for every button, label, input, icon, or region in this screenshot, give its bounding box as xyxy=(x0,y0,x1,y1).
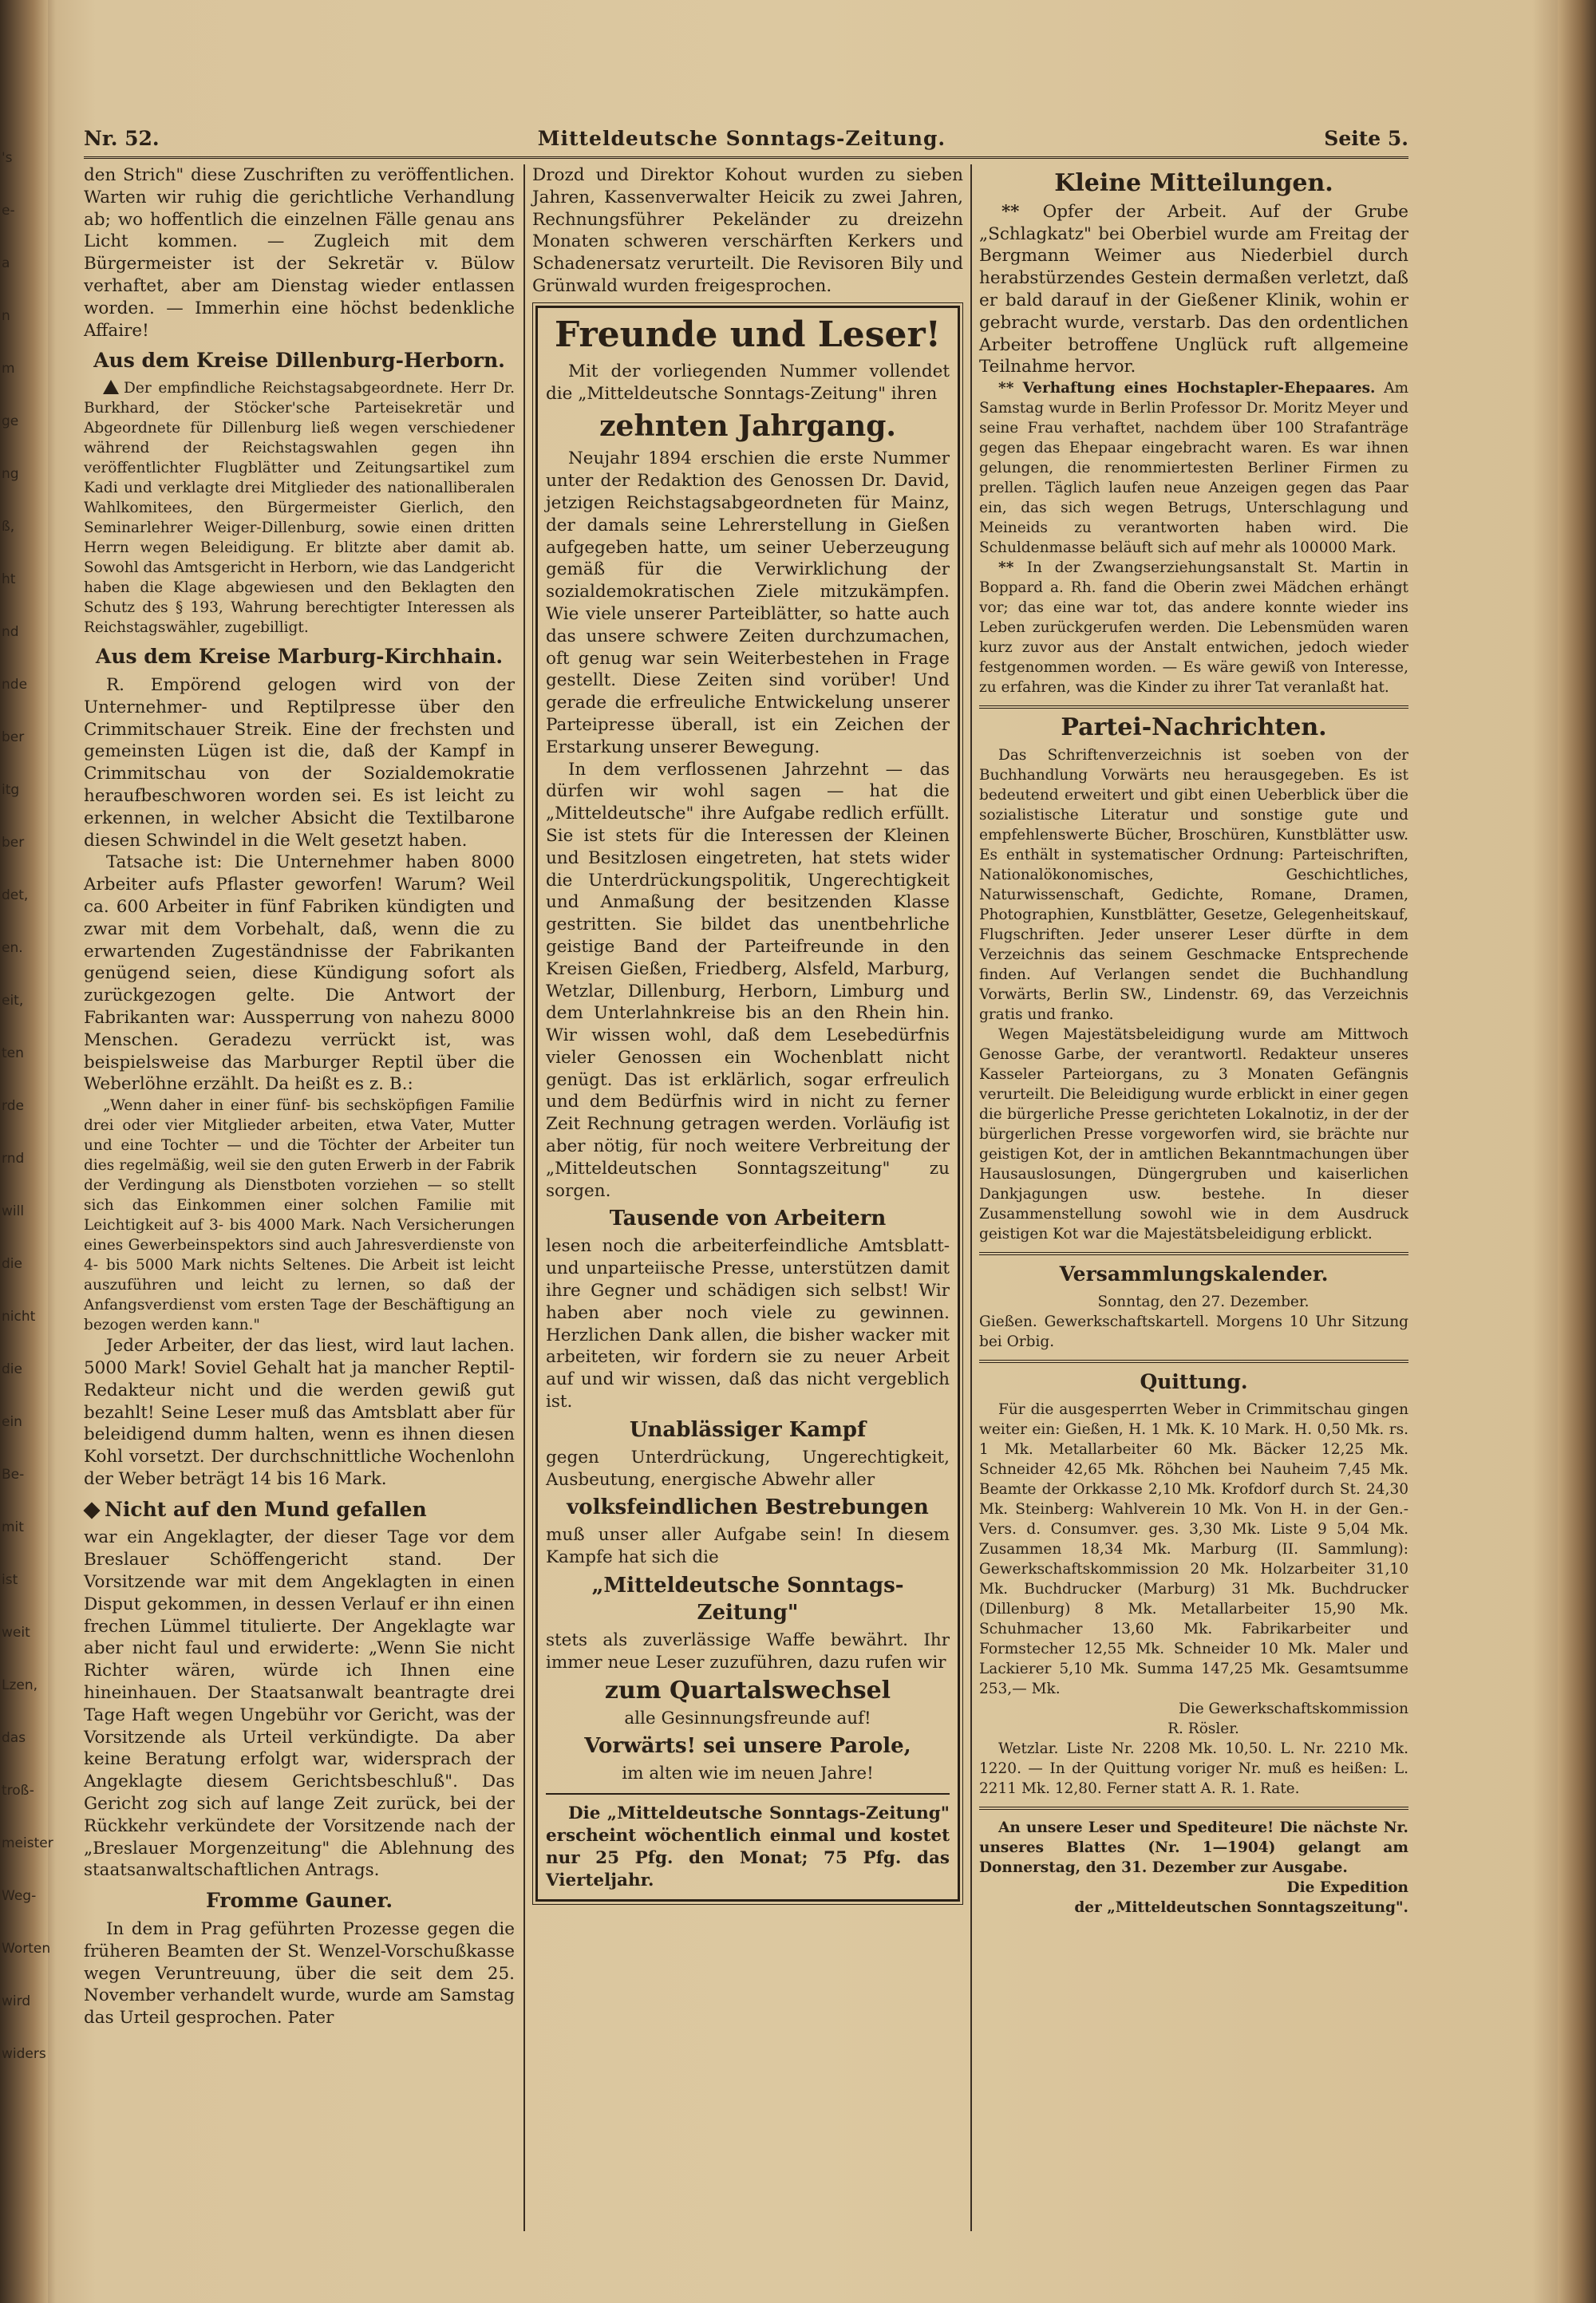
article-paragraph: Tatsache ist: Die Unternehmer haben 8000 Arbeiter aufs Pflaster geworfen! Warum? Weil ca. 600 Arbeiter in fünf Fabriken kündigten und zwar mit dem Vorbehalt, daß, wenn die zu erwartenden Zugeständnisse der Fabrikanten genügend seien, diese Kündigung sofort als zurückgezogen gelte. Die Antwort der Fabrikanten war: Aussperrung von nahezu 8000 Menschen. Geradezu verrückt ist, was beispielsweise das Marburger Reptil über die Weberlöhne erzählt. Da heißt es z. B.: xyxy=(84,852,515,1095)
announcement-subheading: zum Quartalswechsel xyxy=(604,1676,891,1705)
previous-page-fragment: ß, xyxy=(2,519,15,535)
previous-page-fragment: Be- xyxy=(2,1467,25,1483)
newspaper-title: Mitteldeutsche Sonntags-Zeitung. xyxy=(537,126,946,150)
column-rule-2 xyxy=(970,164,972,2231)
previous-page-fragment: die xyxy=(2,1361,22,1377)
previous-page-fragment: rde xyxy=(2,1098,24,1114)
previous-page-fragment: itg xyxy=(2,782,20,798)
previous-page-fragment: en. xyxy=(2,940,23,956)
previous-page-fragment: nicht xyxy=(2,1309,36,1325)
announcement-subheading: volksfeindlichen Bestrebungen xyxy=(567,1495,929,1520)
section-heading: Kleine Mitteilungen. xyxy=(1054,169,1333,197)
announcement-paragraph: lesen noch die arbeiterfeindliche Amtsblatt- und unparteiische Presse, unterstützen damit ihre Gegner und schädigen sich selbst! Wir haben aber noch viele zu gewinnen. Herzlichen Dank allen, die bisher wacker mit arbeiteten, wir fordern sie zu neuer Arbeit auf und wir wissen, daß das nicht vergeblich ist. xyxy=(546,1236,950,1412)
divider xyxy=(979,1360,1408,1363)
stars-icon: ** xyxy=(998,380,1023,397)
previous-page-fragment: will xyxy=(2,1203,25,1219)
stars-icon: ** xyxy=(1001,201,1043,222)
previous-page-fragment: ht xyxy=(2,571,16,587)
announcement-subheading: Tausende von Arbeitern xyxy=(609,1207,887,1231)
announcement-box xyxy=(535,306,960,1902)
announcement-paragraph: In dem verflossenen Jahrzehnt — das dürfen wir wohl sagen — hat die „Mitteldeutsche" ihre Aufgabe redlich erfüllt. Sie ist stets für die Interessen der Kleinen und Besitzlosen eingetreten, hat stets wider die Unterdrückungspolitik, Ungerechtigkeit und Anmaßung der besitzenden Klasse gestritten. Sie bildet das unentbehrliche geistige Band der Parteifreunde in den Kreisen Gießen, Friedberg, Alsfeld, Marburg, Wetzlar, Dillenburg, Herborn, Limburg und dem Unterlahnkreise bis an den Rhein hin. Wir wissen wohl, daß dem Lesebedürfnis vieler Genossen ein Wochenblatt nicht genügt. Das ist erklärlich, sogar erfreulich und dem Bedürfnis wird in nicht zu ferner Zeit Rechnung getragen werden. Vorläufig ist aber nötig, für noch weitere Verbreitung der „Mitteldeutschen Sonntagszeitung" zu sorgen. xyxy=(546,759,950,1201)
article-paragraph: Drozd und Direktor Kohout wurden zu sieben Jahren, Kassenverwalter Heicik zu zwei Jahren, Rechnungsführer Pekeländer zu dreizehn Monaten schweren verschärften Kerkers und Schadenersatz verurteilt. Die Revisoren Bily und Grünwald wurden freigesprochen. xyxy=(532,165,963,296)
page-right-edge xyxy=(1558,0,1596,2303)
signature: der „Mitteldeutschen Sonntagszeitung". xyxy=(1074,1898,1408,1916)
receipt-paragraph: Wetzlar. Liste Nr. 2208 Mk. 10,50. L. Nr. 2210 Mk. 1220. — In der Quittung voriger Nr. muß es heißen: L. 2211 Mk. 12,80. Ferner statt A. R. 1. Rate. xyxy=(979,1740,1408,1797)
announcement-subheading: „Mitteldeutsche Sonntags-Zeitung" xyxy=(591,1574,904,1626)
announcement-paragraph: gegen Unterdrückung, Ungerechtigkeit, Ausbeutung, energische Abwehr aller xyxy=(546,1447,950,1490)
previous-page-fragment: ng xyxy=(2,466,19,482)
divider xyxy=(979,705,1408,709)
previous-page-fragment: eit, xyxy=(2,993,24,1009)
previous-page-fragment: 's xyxy=(2,150,13,166)
article-paragraph: ** Verhaftung eines Hochstapler-Ehepaares. Am Samstag wurde in Berlin Professor Dr. Moritz Meyer und seine Frau verhaftet, nachdem über 100 Strafanträge gegen das Ehepaar eingebracht waren. Es war ihnen gelungen, die renommiertesten Berliner Firmen zu prellen. Täglich laufen neue Anzeigen gegen das Paar ein, das sich wegen Betrugs, Unterschlagung und Meineids zu verantworten haben wird. Die Schuldenmasse beläuft sich auf mehr als 100000 Mark. xyxy=(979,380,1408,557)
announcement-paragraph: muß unser aller Aufgabe sein! In diesem Kampfe hat sich die xyxy=(546,1525,950,1568)
section-heading: Aus dem Kreise Dillenburg-Herborn. xyxy=(93,349,505,373)
announcement-paragraph: im alten wie im neuen Jahre! xyxy=(622,1764,874,1784)
previous-page-fragment: rnd xyxy=(2,1151,25,1167)
previous-page-fragment: widers xyxy=(2,2046,46,2062)
signature: R. Rösler. xyxy=(1167,1720,1239,1737)
article-paragraph: Das Schriftenverzeichnis ist soeben von der Buchhandlung Vorwärts neu herausgegeben. Es ist bedeutend erweitert und gibt einen Ueberblick über die sozialistische Literatur und sonstige gute und empfehlenswerte Bücher, Broschüren, Kunstblätter usw. Es enthält in systematischer Ordnung: Parteischriften, Nationalökonomisches, Geschichtliches, Naturwissenschaft, Gedichte, Romane, Dramen, Photographien, Kunstblätter, Gesetze, Gelegenheitskauf, Flugschriften. Jeder unserer Leser dürfte in dem Verzeichnis das seinem Geschmacke Entsprechende finden. Auf Verlangen sendet die Buchhandlung Vorwärts, Berlin SW., Lindenstr. 69, das Verzeichnis gratis und franko. xyxy=(979,746,1408,1023)
section-heading: Versammlungskalender. xyxy=(1059,1262,1329,1286)
section-heading: Partei-Nachrichten. xyxy=(1061,713,1327,742)
newspaper-page xyxy=(84,120,1408,2242)
article-paragraph: In dem in Prag geführten Prozesse gegen die früheren Beamten der St. Wenzel-Vorschußkasse wegen Veruntreuung, über die seit dem 25. November verhandelt wurde, wurde am Samstag das Urteil gesprochen. Pater xyxy=(84,1919,515,2028)
divider xyxy=(979,1252,1408,1255)
issue-number: Nr. 52. xyxy=(84,126,160,150)
previous-page-fragment: a xyxy=(2,255,10,271)
previous-page-fragment: ge xyxy=(2,413,19,429)
article-paragraph: war ein Angeklagter, der dieser Tage vor dem Breslauer Schöffengericht stand. Der Vorsitzende war mit dem Angeklagten in einen Disput gekommen, in dessen Verlauf er ihn einen frechen Lümmel titulierte. Der Angeklagte war aber nicht faul und erwiderte: „Wenn Sie nicht Richter wären, würde ich Ihnen eine hineinhauen. Der Staatsanwalt beantragte drei Tage Haft wegen Ungebühr vor Gericht, was der Vorsitzende als Urteil verkündigte. Da aber keine Beratung erfolgt war, widersprach der Angeklagte diesem Gerichtsbeschluß". Das Gericht zog sich auf lange Zeit zurück, bei der Rückkehr verkündete der Vorsitzende nach der „Breslauer Morgenzeitung" die Ablehnung des staatsanwaltschaftlichen Antrags. xyxy=(84,1527,515,1881)
previous-page-fragment: das xyxy=(2,1730,26,1746)
column-rule-1 xyxy=(523,164,525,2231)
section-heading: Quittung. xyxy=(1140,1369,1248,1393)
hand-icon xyxy=(83,1502,100,1519)
calendar-date: Sonntag, den 27. Dezember. xyxy=(1097,1293,1310,1310)
announcement-subheading: Vorwärts! sei unsere Parole, xyxy=(584,1734,911,1759)
previous-page-fragment: meister xyxy=(2,1835,53,1851)
previous-page-fragment: nde xyxy=(2,677,28,693)
stars-icon: ** xyxy=(998,559,1027,577)
article-paragraph: ** In der Zwangserziehungsanstalt St. Martin in Boppard a. Rh. fand die Oberin zwei Mädchen erhängt vor; das eine war tot, das andere konnte wieder ins Leben zurückgerufen werden. Die Lebensmüden waren kurz zuvor aus der Anstalt entwichen, jedoch wieder festgenommen worden. — Es wäre gewiß von Interesse, zu erfahren, was die Kinder zu ihrer Tat veranlaßt hat. xyxy=(979,559,1408,697)
signature: Die Gewerkschaftskommission xyxy=(1178,1700,1408,1717)
section-heading: Fromme Gauner. xyxy=(205,1889,393,1913)
article-paragraph: ** Opfer der Arbeit. Auf der Grube „Schlagkatz" bei Oberbiel wurde am Freitag der Bergmann Weimer aus Niederbiel durch herabstürzendes Gestein dermaßen verletzt, daß er bald darauf in der Gießener Klinik, wohin er gebracht wurde, verstarb. Das den ordentlichen Arbeiter betroffene Unglück ruft allgemeine Teilnahme hervor. xyxy=(979,201,1408,377)
divider xyxy=(546,1793,950,1795)
article-paragraph: den Strich" diese Zuschriften zu veröffentlichen. Warten wir ruhig die gerichtliche Verhandlung ab; wo hoffentlich die einzelnen Fälle genau ans Licht kommen. — Zugleich mit dem Bürgermeister ist der Sekretär v. Bülow verhaftet, aber am Dienstag wieder entlassen worden. — Immerhin eine höchst bedenkliche Affaire! xyxy=(84,165,515,341)
section-heading: Aus dem Kreise Marburg-Kirchhain. xyxy=(95,645,504,669)
previous-page-fragment: wird xyxy=(2,1993,31,2009)
previous-page-fragment: troß- xyxy=(2,1783,34,1799)
column-2 xyxy=(532,164,963,2231)
previous-page-fragment: ber xyxy=(2,835,25,851)
page-number: Seite 5. xyxy=(1324,126,1408,150)
previous-page-fragment: n xyxy=(2,308,10,324)
page-header xyxy=(84,120,1408,159)
calendar-entry: Gießen. Gewerkschaftskartell. Morgens 10 Uhr Sitzung bei Orbig. xyxy=(979,1313,1408,1350)
previous-page-fragment: ein xyxy=(2,1414,22,1430)
announcement-paragraph: Die „Mitteldeutsche Sonntags-Zeitung" erscheint wöchentlich einmal und kostet nur 25 Pfg. den Monat; 75 Pfg. das Vierteljahr. xyxy=(546,1803,950,1890)
previous-page-fragment: nd xyxy=(2,624,19,640)
previous-page-fragment: die xyxy=(2,1256,22,1272)
previous-page-edge xyxy=(0,0,53,2303)
announcement-paragraph: stets als zuverlässige Waffe bewährt. Ihr immer neue Leser zuzuführen, dazu rufen wir xyxy=(546,1630,950,1673)
divider xyxy=(979,1807,1408,1810)
announcement-paragraph: Mit der vorliegenden Nummer vollendet die „Mitteldeutsche Sonntags-Zeitung" ihren xyxy=(546,361,950,404)
column-3 xyxy=(979,164,1408,2231)
previous-page-fragment: e- xyxy=(2,203,15,219)
previous-page-fragment: mit xyxy=(2,1519,24,1535)
announcement-paragraph: alle Gesinnungsfreunde auf! xyxy=(624,1708,871,1728)
previous-page-fragment: ten xyxy=(2,1045,24,1061)
column-1 xyxy=(84,164,515,2231)
article-paragraph: Jeder Arbeiter, der das liest, wird laut lachen. 5000 Mark! Soviel Gehalt hat ja mancher Reptil-Redakteur nicht und die werden gewiß gut bezahlt! Seine Leser muß das Amtsblatt aber für beleidigend dumm halten, wenn es ihnen diesen Kohl vorsetzt. Der durchschnittliche Wochenlohn der Weber beträgt 14 bis 16 Mark. xyxy=(84,1336,515,1489)
previous-page-fragment: Worten xyxy=(2,1941,51,1957)
triangle-icon xyxy=(103,380,119,394)
notice-paragraph: An unsere Leser und Spediteure! Die nächste Nr. unseres Blattes (Nr. 1—1904) gelangt am Donnerstag, den 31. Dezember zur Ausgabe. xyxy=(979,1819,1408,1876)
signature: Die Expedition xyxy=(1286,1878,1408,1896)
announcement-paragraph: Neujahr 1894 erschien die erste Nummer unter der Redaktion des Genossen Dr. David, jetzigen Reichstagsabgeordneten für Mainz, der damals seine Lehrerstellung in Gießen aufgegeben hatte, um seiner Ueberzeugung gemäß für die Verwirklichung der sozialdemokratischen Ziele mitzukämpfen. Wie viele unserer Parteiblätter, so hatte auch das unsere schwere Zeiten durchzumachen, oft genug war sein Weiterbestehen in Frage gestellt. Diese Zeiten sind vorüber! Und gerade die erfreuliche Entwickelung unserer Parteipresse überall, ist ein Zeichen der Erstarkung unserer Bewegung. xyxy=(546,448,950,757)
previous-page-fragment: weit xyxy=(2,1625,30,1641)
article-paragraph: R. Empörend gelogen wird von der Unternehmer- und Reptilpresse über den Crimmitschauer Streik. Eine der frechsten und gemeinsten Lügen ist die, daß der Kampf in Crimmitschau von der Sozialdemokratie heraufbeschworen worden sei. Es ist leicht zu erkennen, in welcher Absicht die Textilbarone diesen Schwindel in die Welt gesetzt haben. xyxy=(84,674,515,851)
announcement-subheading: Unablässiger Kampf xyxy=(629,1417,867,1442)
previous-page-fragment: ist xyxy=(2,1572,18,1588)
announcement-highlight: zehnten Jahrgang. xyxy=(599,409,896,444)
previous-page-fragment: Weg- xyxy=(2,1888,37,1904)
previous-page-fragment: det, xyxy=(2,887,29,903)
section-heading: Nicht auf den Mund gefallen xyxy=(84,1499,515,1521)
article-paragraph: Wegen Majestätsbeleidigung wurde am Mittwoch Genosse Garbe, der verantwortl. Redakteur unseres Kasseler Parteiorgans, zu 3 Monaten Gefängnis verurteilt. Die Beleidigung wurde erblickt in einer gegen die bürgerliche Presse gerichteten Lokalnotiz, in der der bürgerlichen Presse vorgeworfen wird, sie brächte nur geistigen Kot, der in amtlichen Bekanntmachungen über Hausauslosungen, Düngergruben und kaiserlichen Dankjagungen usw. bestehe. In dieser Zusammenstellung sowohl wie in dem Ausdruck geistigen Kot war die Majestätsbeleidigung erblickt. xyxy=(979,1025,1408,1242)
quoted-paragraph: „Wenn daher in einer fünf- bis sechsköpfigen Familie drei oder vier Mitglieder arbeiten, etwa Vater, Mutter und eine Tochter — und die Töchter der Arbeiter tun dies regelmäßig, weil sie den guten Erwerb in der Fabrik der Verdingung als Dienstboten vorziehen — so stellt sich das Einkommen einer solchen Familie mit Leichtigkeit auf 3- bis 4000 Mark. Nach Versicherungen eines Gewerbeinspektors sind auch Jahresverdienste von 4- bis 5000 Mark nichts Seltenes. Die Arbeit ist leicht auszuführen und leicht zu lernen, so daß der Anfangsverdienst vom ersten Tage der Beschäftigung an bezogen werden kann." xyxy=(84,1097,515,1334)
announcement-title: Freunde und Leser! xyxy=(555,314,941,355)
receipt-paragraph: Für die ausgesperrten Weber in Crimmitschau gingen weiter ein: Gießen, H. 1 Mk. K. 10 Mark. H. 0,50 Mk. rs. 1 Mk. Metallarbeiter 60 Mk. Bäcker 12,25 Mk. Schneider 42,65 Mk. Röhchen bei Nauheim 7,45 Mk. Beamte der Orkkasse 2,10 Mk. Krofdorf durch St. 24,30 Mk. Steinberg: Wahlverein 10 Mk. Von H. in der Gen.-Vers. d. Consumver. ges. 3,30 Mk. Liste 9 5,04 Mk. Zusammen 18,34 Mk. Marburg (II. Sammlung): Gewerkschaftskommission 20 Mk. Holzarbeiter 31,10 Mk. Buchdrucker (Marburg) 31 Mk. Buchdrucker (Dillenburg) 8 Mk. Metallarbeiter 15,90 Mk. Schuhmacher 13,60 Mk. Fabrikarbeiter und Formstecher 12,55 Mk. Schneider 10 Mk. Maler und Lackierer 5,10 Mk. Summa 147,25 Mk. Gesamtsumme 253,— Mk. xyxy=(979,1400,1408,1697)
previous-page-fragment: Lzen, xyxy=(2,1677,38,1693)
previous-page-fragment: ber xyxy=(2,729,25,745)
article-paragraph: Der empfindliche Reichstagsabgeordnete. Herr Dr. Burkhard, der Stöcker'sche Parteisekretär und Abgeordnete für Dillenburg ließ wegen verschiedener während der Reichstagswahlen gegen ihn veröffentlichter Flugblätter und Zeitungsartikel zum Kadi und verklagte drei Mitglieder des nationalliberalen Wahlkomitees, den Bürgermeister Gierlich, den Seminarlehrer Weiger-Dillenburg, sowie einen dritten Herrn wegen Beleidigung. Er blitzte aber damit ab. Sowohl das Amtsgericht in Herborn, wie das Landgericht haben die Klage abgewiesen und den Beklagten den Schutz des § 193, Wahrung berechtigter Interessen als Reichstagswähler, zugebilligt. xyxy=(84,380,516,637)
previous-page-fragment: m xyxy=(2,361,15,377)
